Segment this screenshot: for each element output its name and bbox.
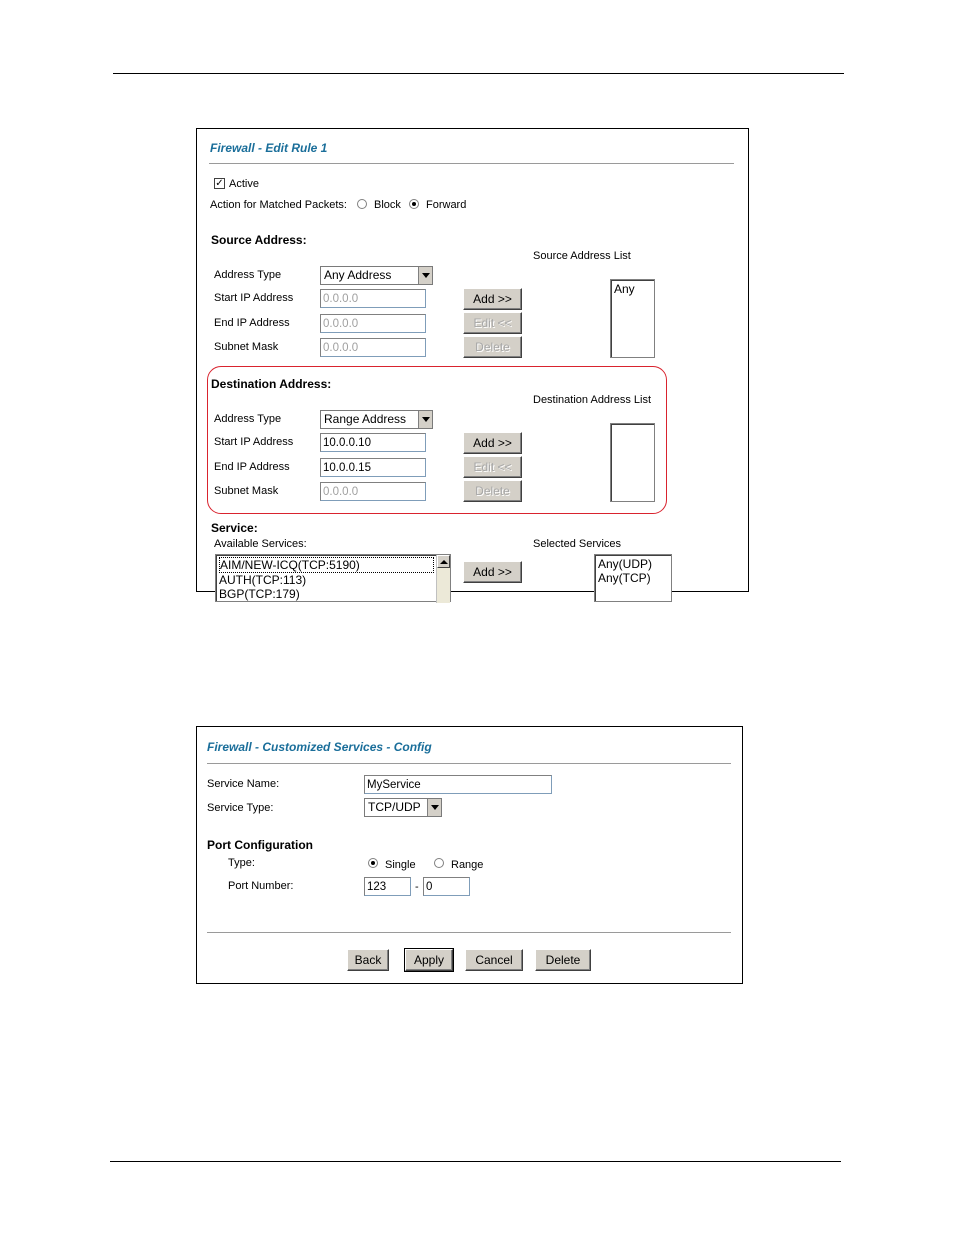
scroll-up-arrow-icon[interactable] (437, 555, 450, 568)
destination-address-list-label: Destination Address List (533, 394, 652, 406)
destination-edit-button[interactable]: Edit << (463, 456, 522, 478)
list-item[interactable]: BGP(TCP:179) (219, 587, 300, 601)
list-item[interactable]: Any(UDP) (598, 557, 653, 571)
type-single-radio[interactable] (368, 858, 378, 868)
available-services-scrollbar[interactable] (436, 555, 450, 603)
source-address-type-label: Address Type (214, 269, 282, 281)
destination-address-listbox[interactable] (610, 423, 655, 502)
port-start-input[interactable]: 123 (364, 877, 411, 896)
custom-service-title: Firewall - Customized Services - Config (207, 740, 432, 754)
service-type-select[interactable] (364, 798, 442, 817)
selected-services-label: Selected Services (533, 538, 622, 550)
destination-subnet-input[interactable]: 0.0.0.0 (320, 482, 426, 501)
source-address-heading: Source Address: (211, 233, 307, 247)
service-add-button[interactable]: Add >> (463, 561, 522, 583)
service-name-label: Service Name: (207, 778, 280, 790)
service-type-value: TCP/UDP (368, 800, 421, 814)
source-address-listbox[interactable] (610, 279, 655, 358)
list-item[interactable]: Any(TCP) (598, 571, 651, 585)
action-label: Action for Matched Packets: (210, 199, 347, 211)
action-forward-radio[interactable] (409, 199, 419, 209)
port-type-label: Type: (228, 857, 255, 869)
destination-delete-button[interactable]: Delete (463, 480, 522, 502)
title-separator (207, 763, 731, 764)
service-heading: Service: (211, 521, 258, 535)
chevron-down-icon (418, 267, 432, 284)
destination-start-ip-input[interactable]: 10.0.0.10 (320, 433, 426, 452)
available-services-listbox[interactable] (215, 554, 451, 602)
source-delete-button[interactable]: Delete (463, 336, 522, 358)
source-end-ip-label: End IP Address (214, 317, 290, 329)
chevron-down-icon (427, 799, 441, 816)
action-forward-label: Forward (426, 199, 467, 211)
port-config-heading: Port Configuration (207, 838, 313, 852)
selected-services-listbox[interactable] (594, 554, 672, 602)
page-header-rule (113, 73, 844, 74)
destination-address-type-value: Range Address (324, 412, 407, 426)
page-footer-rule (110, 1161, 841, 1162)
delete-button[interactable]: Delete (535, 949, 591, 971)
source-address-list-label: Source Address List (533, 250, 631, 262)
button-separator (207, 932, 731, 933)
custom-service-panel (196, 726, 743, 984)
back-button[interactable]: Back (347, 949, 389, 971)
destination-start-ip-label: Start IP Address (214, 436, 294, 448)
source-edit-button[interactable]: Edit << (463, 312, 522, 334)
source-address-type-value: Any Address (324, 268, 392, 282)
destination-end-ip-label: End IP Address (214, 461, 290, 473)
available-services-label: Available Services: (214, 538, 307, 550)
destination-end-ip-input[interactable]: 10.0.0.15 (320, 458, 426, 477)
source-subnet-label: Subnet Mask (214, 341, 279, 353)
edit-rule-panel (196, 128, 749, 601)
list-item[interactable]: AUTH(TCP:113) (219, 573, 307, 587)
source-end-ip-input[interactable]: 0.0.0.0 (320, 314, 426, 333)
list-item[interactable]: Any (614, 282, 635, 296)
source-start-ip-input[interactable]: 0.0.0.0 (320, 289, 426, 308)
action-block-radio[interactable] (357, 199, 367, 209)
source-address-type-select[interactable] (320, 266, 433, 285)
destination-address-type-label: Address Type (214, 413, 282, 425)
type-range-radio[interactable] (434, 858, 444, 868)
source-start-ip-label: Start IP Address (214, 292, 294, 304)
title-separator (209, 163, 734, 164)
port-separator: - (415, 881, 419, 893)
apply-button[interactable]: Apply (405, 949, 453, 971)
port-number-label: Port Number: (228, 880, 294, 892)
type-single-label: Single (385, 859, 416, 871)
source-subnet-input[interactable]: 0.0.0.0 (320, 338, 426, 357)
action-block-label: Block (374, 199, 401, 211)
destination-add-button[interactable]: Add >> (463, 432, 522, 454)
source-add-button[interactable]: Add >> (463, 288, 522, 310)
list-item[interactable]: AIM/NEW-ICQ(TCP:5190) (219, 557, 434, 573)
type-range-label: Range (451, 859, 484, 871)
destination-address-type-select[interactable] (320, 410, 433, 429)
service-type-label: Service Type: (207, 802, 274, 814)
cancel-button[interactable]: Cancel (465, 949, 523, 971)
edit-rule-title: Firewall - Edit Rule 1 (210, 141, 328, 155)
active-checkbox[interactable]: ✓ (215, 178, 224, 189)
chevron-down-icon (418, 411, 432, 428)
service-name-input[interactable]: MyService (364, 775, 552, 794)
destination-subnet-label: Subnet Mask (214, 485, 279, 497)
active-label: Active (229, 178, 259, 190)
port-end-input[interactable]: 0 (423, 877, 470, 896)
destination-address-heading: Destination Address: (211, 377, 332, 391)
